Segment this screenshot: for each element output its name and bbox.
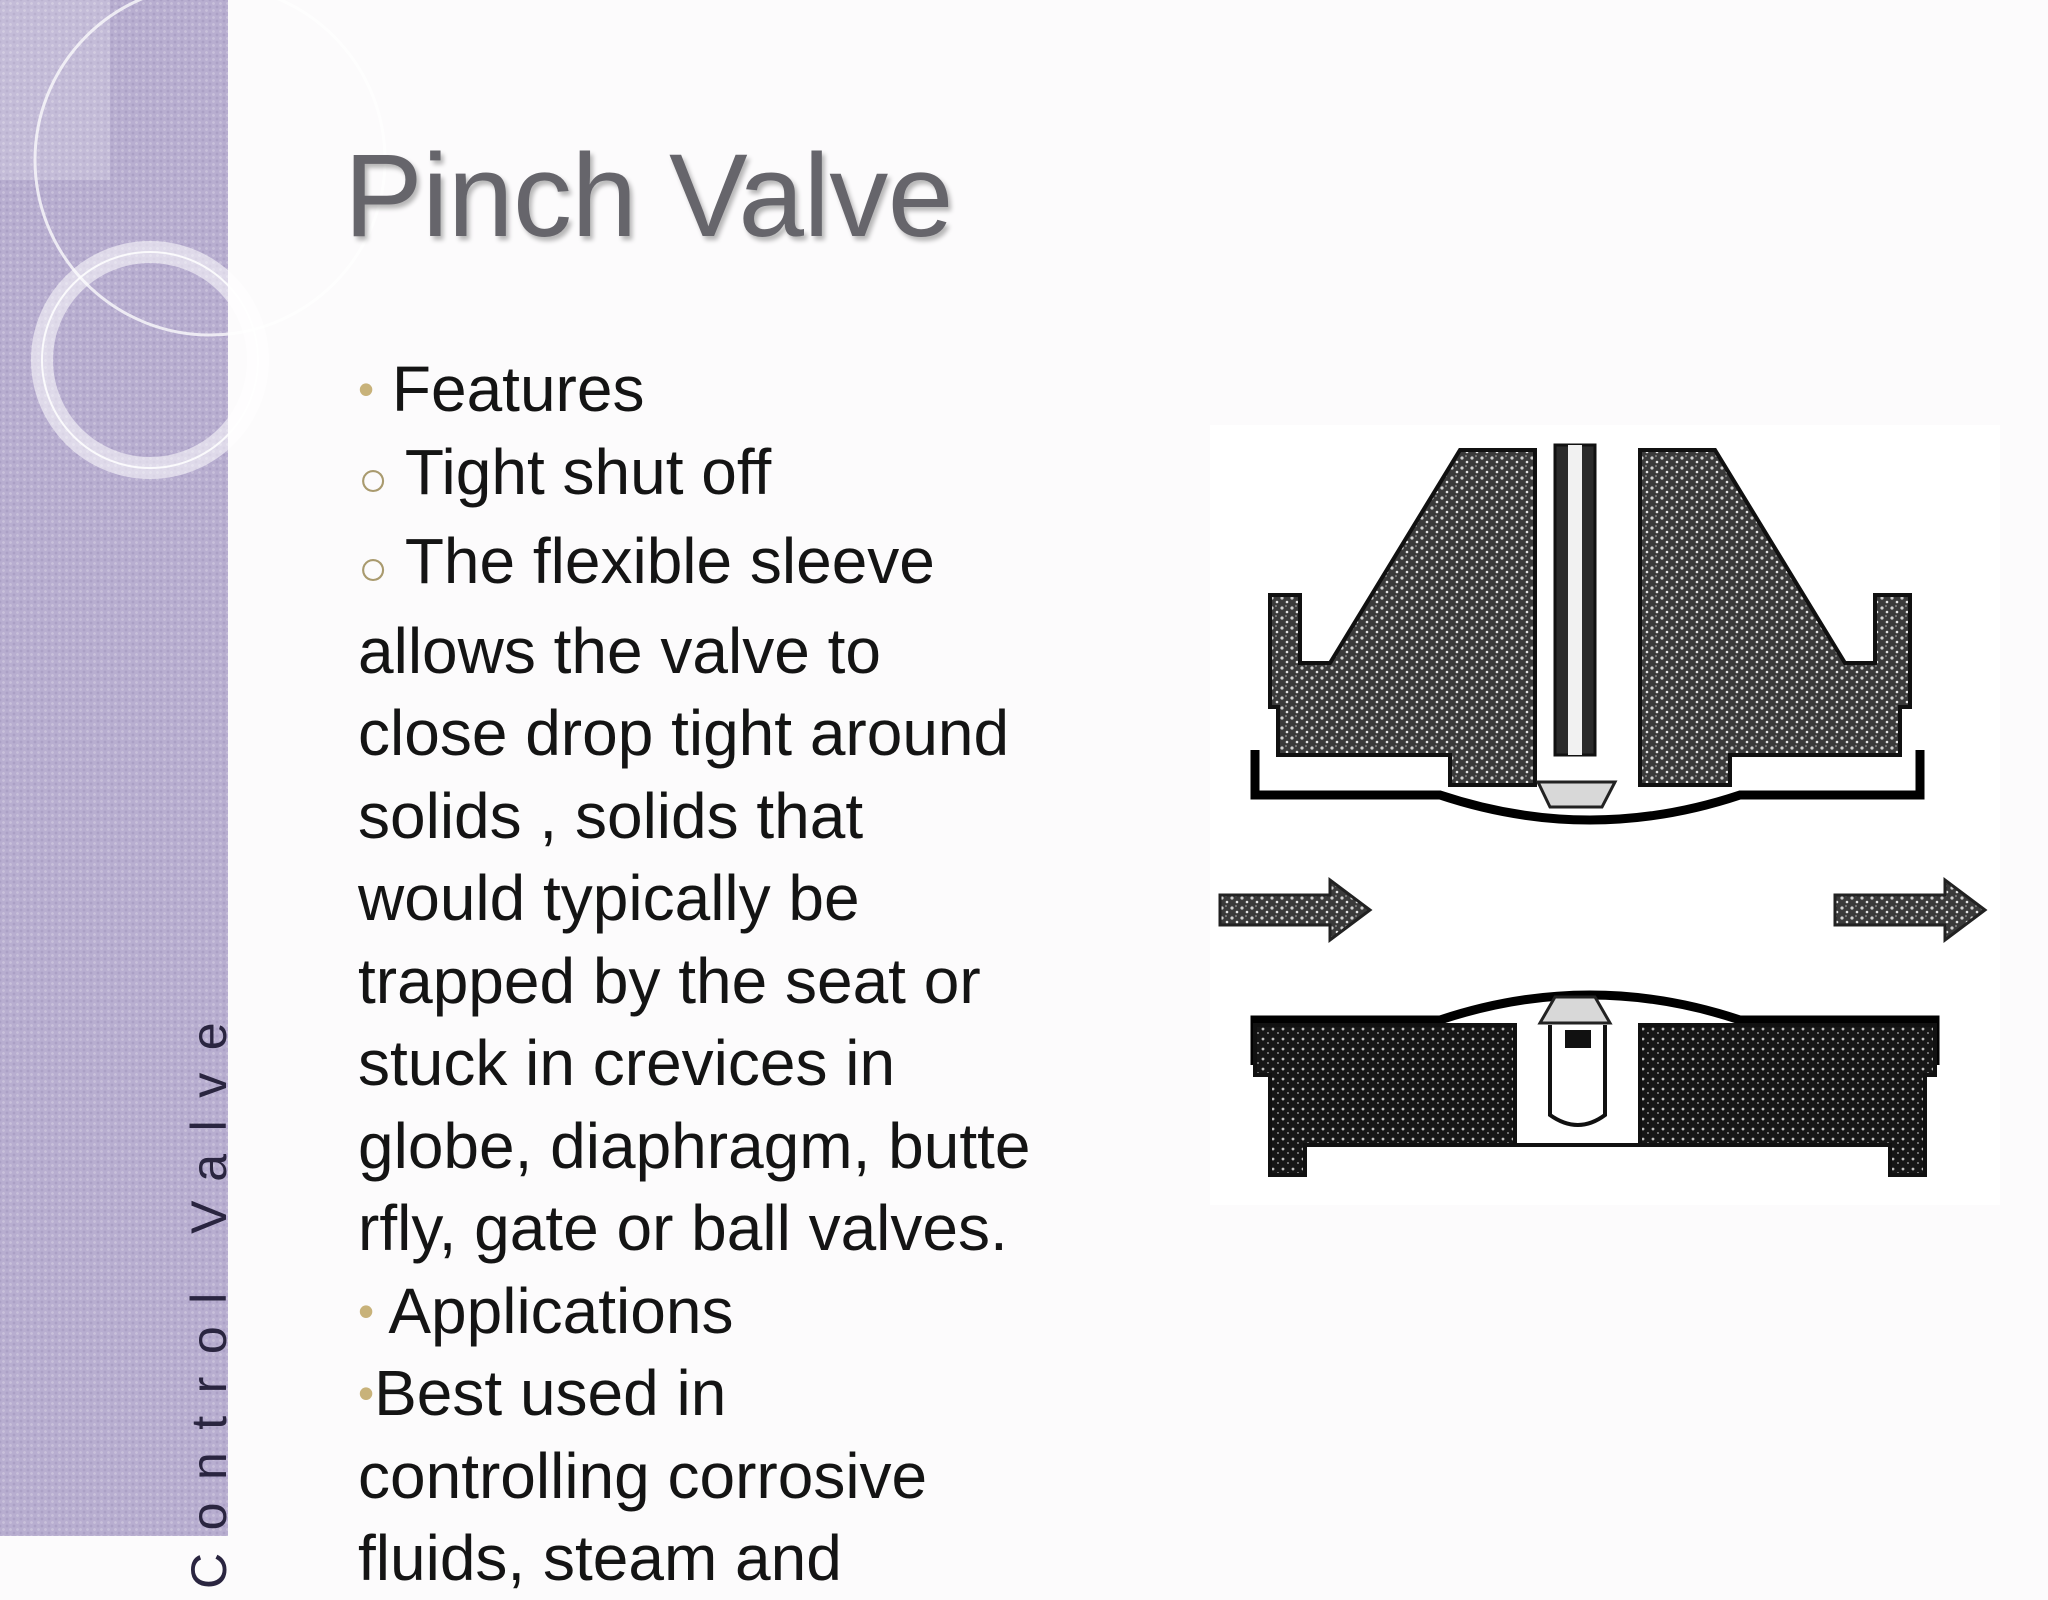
bullet-icon: •: [358, 1367, 375, 1419]
body-line-text: would typically be: [358, 862, 860, 934]
body-line-text: stuck in crevices in: [358, 1027, 896, 1099]
slide-body: [358, 348, 1118, 1600]
body-line: [358, 1270, 1118, 1353]
body-line: [358, 857, 1118, 940]
body-line-text: Best used in: [374, 1357, 727, 1429]
body-line: [358, 610, 1118, 693]
decorative-circles-icon: [0, 0, 228, 500]
body-line: [358, 520, 1118, 610]
sidebar-section-label: Control Valve: [181, 1000, 237, 1589]
body-line: [358, 940, 1118, 1023]
body-line-text: Tight shut off: [404, 435, 772, 508]
bullet-icon: •: [358, 1284, 375, 1337]
body-line: [358, 431, 1118, 521]
body-line-text: The flexible sleeve: [404, 525, 935, 597]
body-line-text: controlling corrosive: [358, 1439, 928, 1512]
body-line: [358, 1022, 1118, 1105]
ring-bullet-icon: ○: [358, 450, 389, 507]
body-line-text: close drop tight around: [358, 697, 1010, 769]
ring-bullet-icon: ○: [358, 540, 389, 596]
sidebar: [0, 0, 237, 1589]
slide-title: Pinch Valve: [344, 130, 953, 262]
body-line: [358, 775, 1118, 858]
body-line: [358, 1517, 1118, 1600]
body-line: [358, 1352, 1118, 1435]
body-line-text: trapped by the seat or: [358, 944, 981, 1017]
bullet-icon: •: [358, 363, 375, 415]
body-line-text: globe, diaphragm, butte: [358, 1109, 1031, 1182]
body-line-text: solids , solids that: [358, 779, 864, 852]
body-line: [358, 1105, 1118, 1188]
body-line-text: fluids, steam and: [358, 1522, 842, 1594]
body-line-text: Applications: [388, 1274, 734, 1347]
body-line: [358, 348, 1118, 431]
body-line-text: Features: [391, 353, 645, 425]
pinch-valve-diagram-icon: [1210, 425, 2000, 1205]
body-line: [358, 1435, 1118, 1518]
body-line-text: rfly, gate or ball valves.: [358, 1192, 1008, 1264]
body-line: [358, 1187, 1118, 1270]
body-line: [358, 692, 1118, 775]
body-line-text: allows the valve to: [358, 614, 881, 687]
